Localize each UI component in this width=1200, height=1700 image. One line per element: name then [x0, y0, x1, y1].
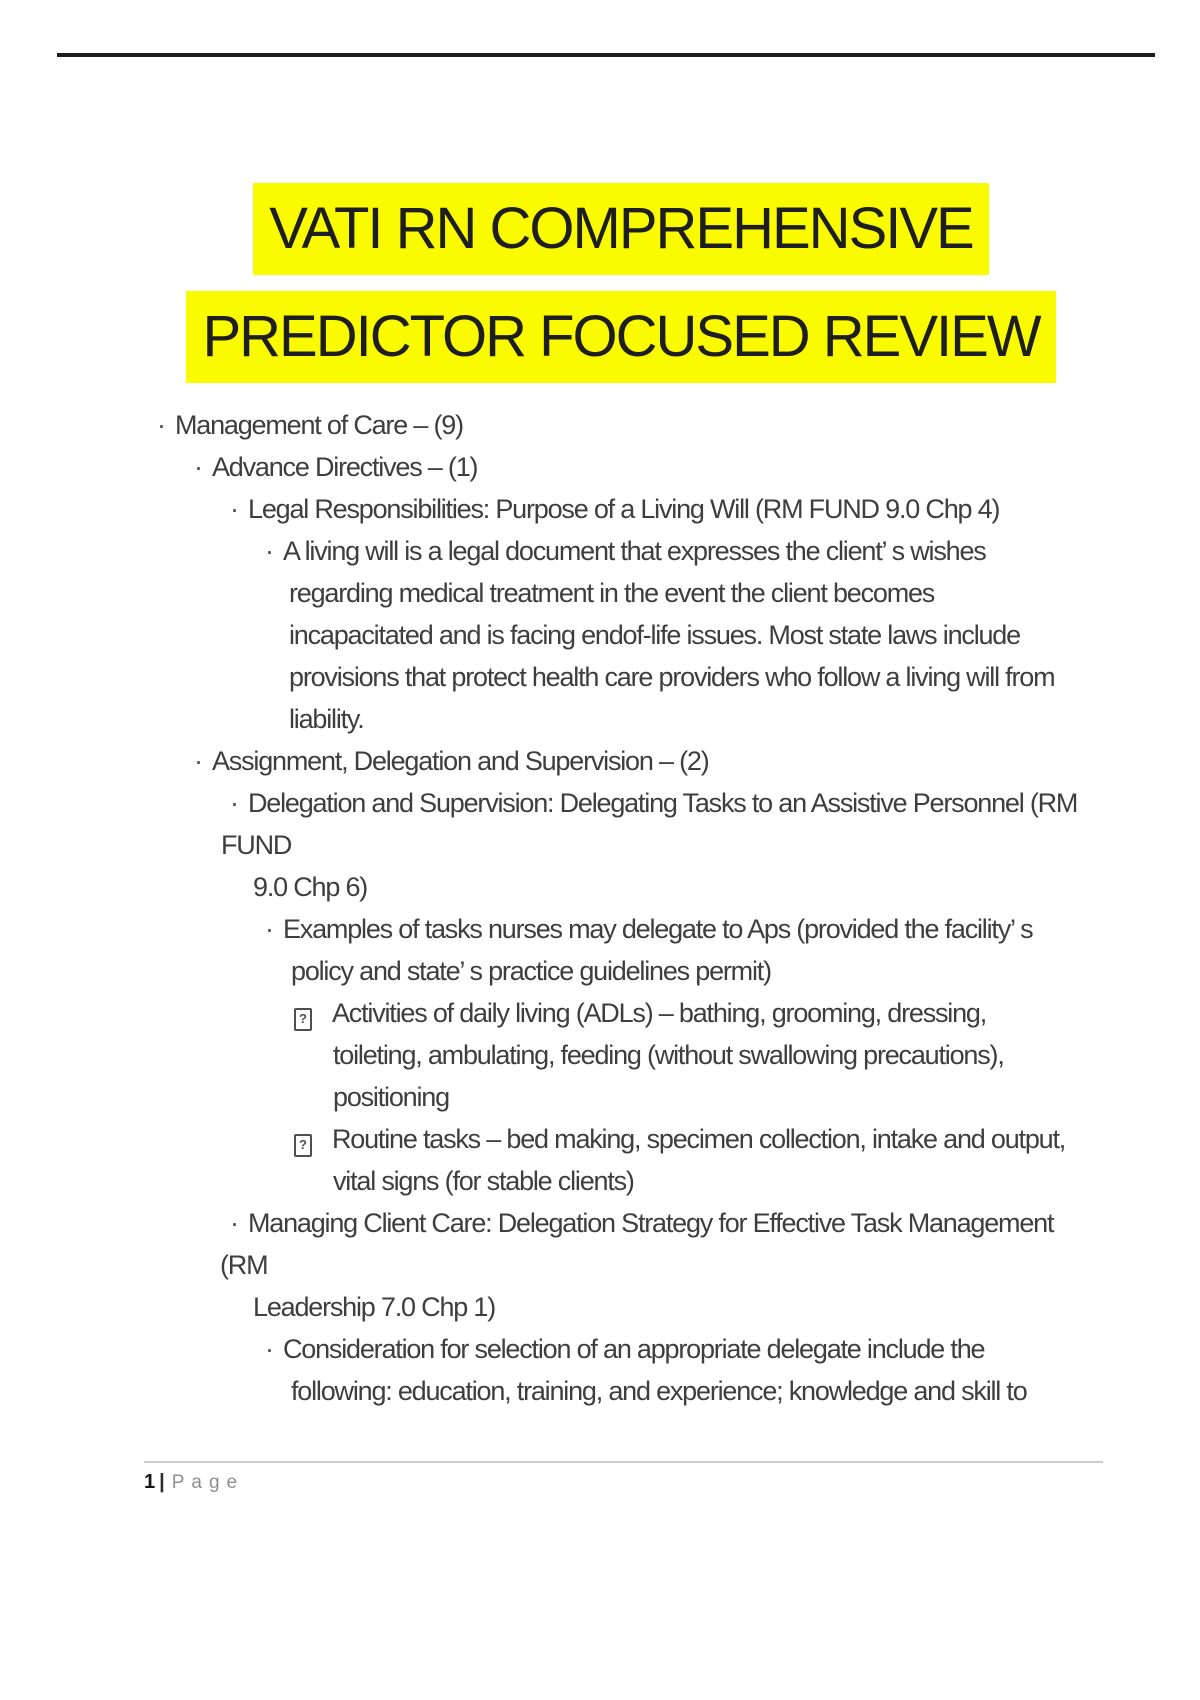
footer-rule	[144, 1461, 1103, 1463]
line-text: following: education, training, and experience; knowledge and skill to	[291, 1376, 1027, 1406]
line-text: Consideration for selection of an appropriate delegate include the	[283, 1334, 985, 1364]
bullet-dot-icon: ·	[230, 494, 239, 524]
document-line	[0, 698, 1200, 740]
line-text: Activities of daily living (ADLs) – bathing, grooming, dressing,	[332, 998, 987, 1028]
line-text: Delegation and Supervision: Delegating Tasks to an Assistive Personnel (RM	[248, 788, 1078, 818]
title-highlight-2: PREDICTOR FOCUSED REVIEW	[186, 291, 1055, 383]
bullet-dot-icon: ·	[230, 788, 239, 818]
line-text: vital signs (for stable clients)	[333, 1166, 634, 1196]
document-line	[0, 908, 1200, 950]
document-line	[0, 656, 1200, 698]
document-line	[0, 950, 1200, 992]
document-body	[0, 404, 1200, 1412]
document-line	[0, 1244, 1200, 1286]
bullet-dot-icon: ·	[265, 914, 274, 944]
bullet-dot-icon: ·	[194, 452, 203, 482]
line-text: Management of Care – (9)	[175, 410, 463, 440]
title-line-2	[21, 291, 1200, 383]
document-line	[0, 1034, 1200, 1076]
top-horizontal-rule	[57, 53, 1155, 57]
title-highlight-1: VATI RN COMPREHENSIVE	[253, 183, 989, 275]
document-line	[0, 530, 1200, 572]
line-text: incapacitated and is facing endof-life issues. Most state laws include	[289, 620, 1020, 650]
line-text: FUND	[221, 830, 292, 860]
line-text: 9.0 Chp 6)	[253, 872, 368, 902]
document-line	[0, 782, 1200, 824]
document-title	[0, 183, 1200, 383]
bullet-dot-icon: ·	[265, 1334, 274, 1364]
document-line	[0, 1118, 1200, 1160]
document-line	[0, 866, 1200, 908]
line-text: Advance Directives – (1)	[212, 452, 478, 482]
page-number: 1	[144, 1471, 156, 1493]
line-text: liability.	[289, 704, 364, 734]
line-text: Managing Client Care: Delegation Strategy for Effective Task Management	[248, 1208, 1054, 1238]
document-line	[0, 1160, 1200, 1202]
document-line	[0, 404, 1200, 446]
document-line	[0, 740, 1200, 782]
line-text: policy and state’ s practice guidelines permit)	[291, 956, 771, 986]
document-line	[0, 1076, 1200, 1118]
footer-separator: |	[159, 1471, 165, 1493]
line-text: provisions that protect health care providers who follow a living will from	[289, 662, 1055, 692]
line-text: Leadership 7.0 Chp 1)	[253, 1292, 495, 1322]
line-text: Legal Responsibilities: Purpose of a Living Will (RM FUND 9.0 Chp 4)	[248, 494, 1000, 524]
document-line	[0, 446, 1200, 488]
document-line	[0, 824, 1200, 866]
missing-glyph-box-icon: ?	[294, 1008, 312, 1031]
bullet-dot-icon: ·	[265, 536, 274, 566]
line-text: Examples of tasks nurses may delegate to Aps (provided the facility’ s	[283, 914, 1033, 944]
line-text: toileting, ambulating, feeding (without swallowing precautions),	[333, 1040, 1004, 1070]
document-line	[0, 614, 1200, 656]
document-line	[0, 1202, 1200, 1244]
document-line	[0, 572, 1200, 614]
line-text: A living will is a legal document that expresses the client’ s wishes	[283, 536, 986, 566]
line-text: positioning	[333, 1082, 449, 1112]
footer-label: Page	[171, 1472, 245, 1493]
missing-glyph-box-icon: ?	[294, 1134, 312, 1157]
document-line	[0, 1328, 1200, 1370]
bullet-dot-icon: ·	[194, 746, 203, 776]
document-line	[0, 1370, 1200, 1412]
document-line	[0, 488, 1200, 530]
document-line	[0, 1286, 1200, 1328]
page-footer	[144, 1470, 244, 1495]
line-text: (RM	[220, 1250, 268, 1280]
line-text: regarding medical treatment in the event the client becomes	[289, 578, 935, 608]
line-text: Routine tasks – bed making, specimen collection, intake and output,	[332, 1124, 1066, 1154]
document-line	[0, 992, 1200, 1034]
line-text: Assignment, Delegation and Supervision – (2)	[212, 746, 709, 776]
bullet-dot-icon: ·	[157, 410, 166, 440]
title-line-1	[21, 183, 1200, 275]
bullet-dot-icon: ·	[230, 1208, 239, 1238]
